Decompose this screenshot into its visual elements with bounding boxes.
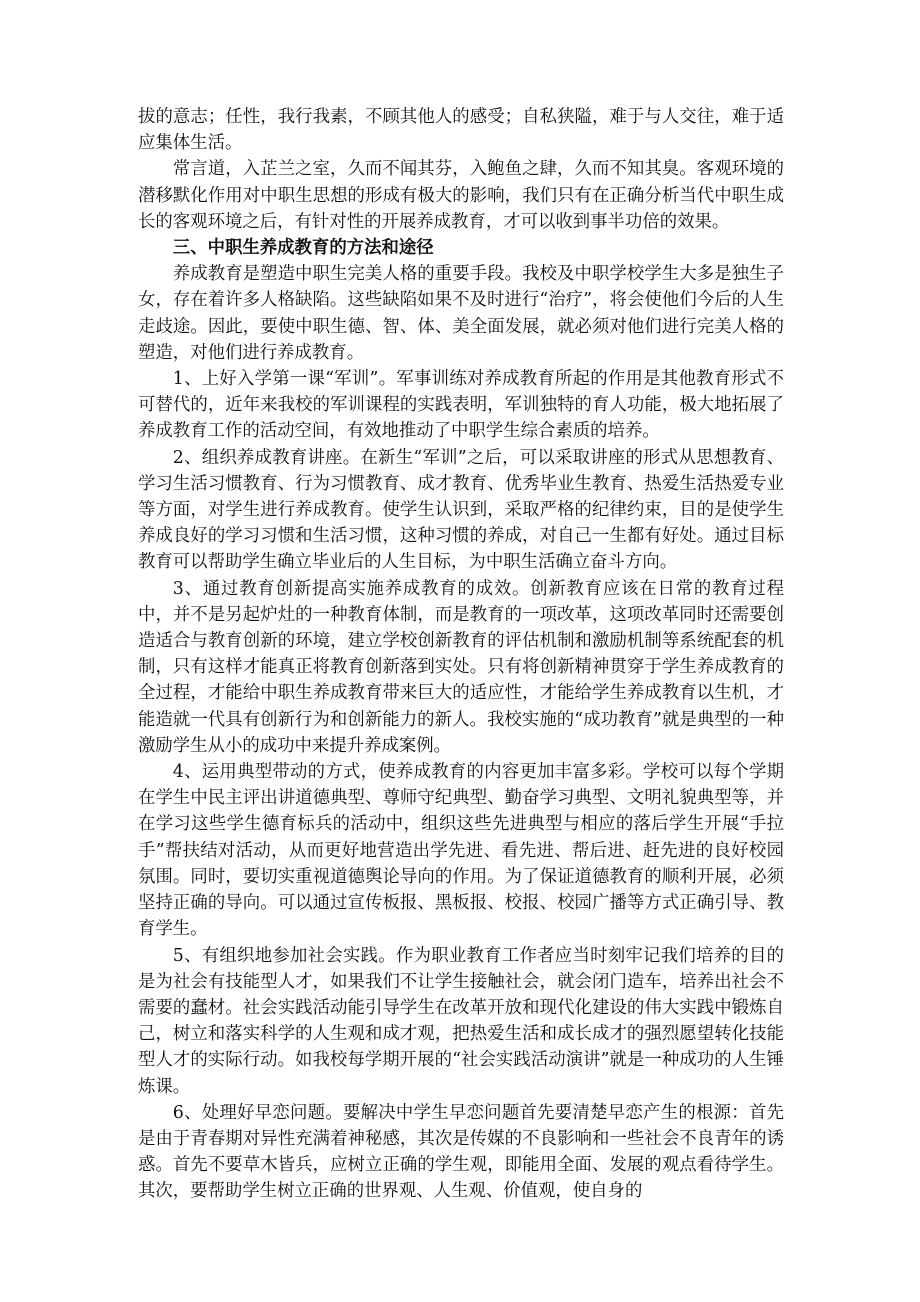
- paragraph-environment: 常言道，入芷兰之室，久而不闻其芬，入鲍鱼之肆，久而不知其臭。客观环境的潜移默化作用对中职生思想的形成有极大的影响，我们只有在正确分析当代中职生成长的客观环境之后，有针对性的开展养成教育，才可以收到事半功倍的效果。: [138, 159, 784, 232]
- paragraph-item-2: 2、组织养成教育讲座。在新生“军训”之后，可以采取讲座的形式从思想教育、学习生活习惯教育、行为习惯教育、成才教育、优秀毕业生教育、热爱生活热爱专业等方面，对学生进行养成教育。使学生认识到，采取严格的纪律约束，目的是使学生养成良好的学习习惯和生活习惯，这种习惯的养成，对自己一生都有好处。通过目标教育可以帮助学生确立毕业后的人生目标，为中职生活确立奋斗方向。: [138, 447, 784, 573]
- document-body: [138, 104, 784, 1205]
- paragraph-item-4: 4、运用典型带动的方式，使养成教育的内容更加丰富多彩。学校可以每个学期在学生中民主评出讲道德典型、尊师守纪典型、勤奋学习典型、文明礼貌典型等，并在学习这些学生德育标兵的活动中，组织这些先进典型与相应的落后学生开展“手拉手”帮扶结对活动，从而更好地营造出学先进、看先进、帮后进、赶先进的良好校园氛围。同时，要切实重视道德舆论导向的作用。为了保证道德教育的顺利开展，必须坚持正确的导向。可以通过宣传板报、黑板报、校报、校园广播等方式正确引导、教育学生。: [138, 762, 784, 940]
- paragraph-item-3: 3、通过教育创新提高实施养成教育的成效。创新教育应该在日常的教育过程中，并不是另起炉灶的一种教育体制，而是教育的一项改革，这项改革同时还需要创造适合与教育创新的环境，建立学校创新教育的评估机制和激励机制等系统配套的机制，只有这样才能真正将教育创新落到实处。只有将创新精神贯穿于学生养成教育的全过程，才能给中职生养成教育带来巨大的适应性，才能给学生养成教育以生机，才能造就一代具有创新行为和创新能力的新人。我校实施的“成功教育”就是典型的一种激励学生从小的成功中来提升养成案例。: [138, 578, 784, 756]
- paragraph-item-1: 1、上好入学第一课“军训”。军事训练对养成教育所起的作用是其他教育形式不可替代的，近年来我校的军训课程的实践表明，军训独特的育人功能，极大地拓展了养成教育工作的活动空间，有效地推动了中职学生综合素质的培养。: [138, 369, 784, 442]
- paragraph-item-5: 5、有组织地参加社会实践。作为职业教育工作者应当时刻牢记我们培养的目的是为社会有技能型人才，如果我们不让学生接触社会，就会闭门造车，培养出社会不需要的蠢材。社会实践活动能引导学生在改革开放和现代化建设的伟大实践中锻炼自己，树立和落实科学的人生观和成才观，把热爱生活和成长成才的强烈愿望转化技能型人才的实际行动。如我校每学期开展的“社会实践活动演讲”就是一种成功的人生锤炼课。: [138, 945, 784, 1097]
- paragraph-intro: 养成教育是塑造中职生完美人格的重要手段。我校及中职学校学生大多是独生子女，存在着许多人格缺陷。这些缺陷如果不及时进行“治疗”，将会使他们今后的人生走歧途。因此，要使中职生德、智、体、美全面发展，就必须对他们进行完美人格的塑造，对他们进行养成教育。: [138, 264, 784, 363]
- paragraph-continued: 拔的意志；任性，我行我素，不顾其他人的感受；自私狭隘，难于与人交往，难于适应集体生活。: [138, 107, 784, 154]
- paragraph-item-6: 6、处理好早恋问题。要解决中学生早恋问题首先要清楚早恋产生的根源：首先是由于青春期对异性充满着神秘感，其次是传媒的不良影响和一些社会不良青年的诱惑。首先不要草木皆兵，应树立正确的学生观，即能用全面、发展的观点看待学生。其次，要帮助学生树立正确的世界观、人生观、价值观，使自身的: [138, 1102, 784, 1202]
- section-heading: 三、中职生养成教育的方法和途径: [172, 238, 434, 259]
